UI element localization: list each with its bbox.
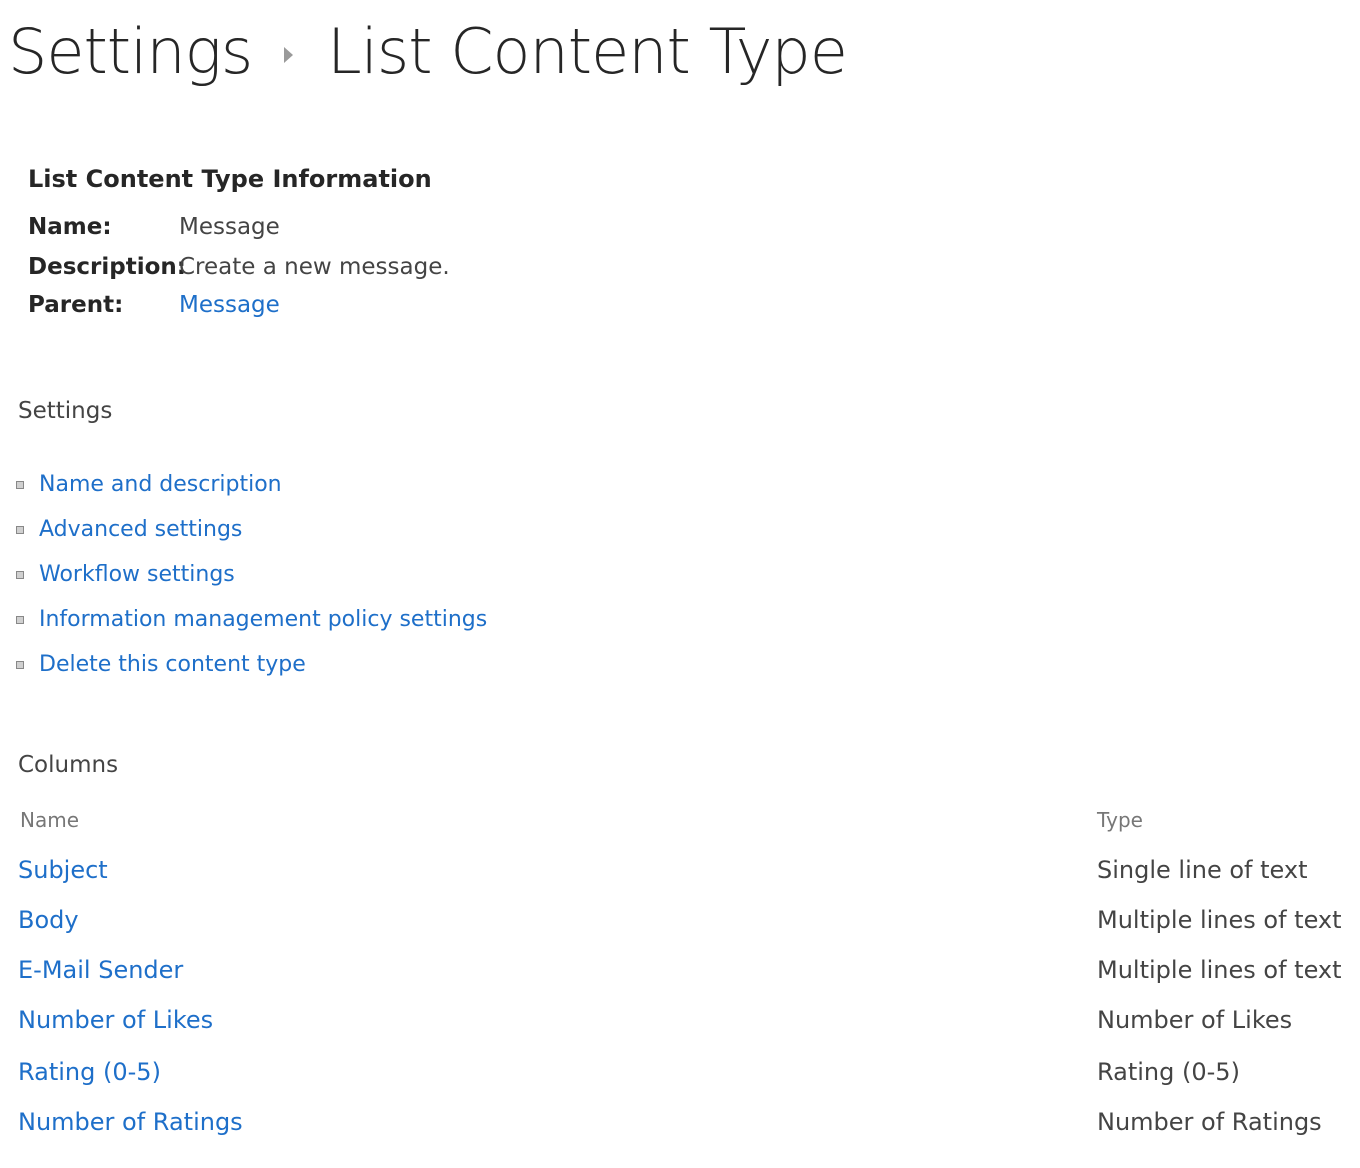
information-management-policy-link[interactable]: Information management policy settings [39,607,488,632]
name-label: Name: [28,214,112,240]
settings-item-policy [16,597,487,642]
settings-item-advanced [16,507,487,552]
column-link[interactable]: E-Mail Sender [18,956,184,984]
table-row [0,1058,1360,1108]
column-link[interactable]: Rating (0-5) [18,1058,161,1086]
column-type: Rating (0-5) [1097,1058,1240,1086]
table-row [0,1006,1360,1056]
settings-links [16,462,487,687]
table-row [0,856,1360,906]
column-type: Single line of text [1097,856,1308,884]
workflow-settings-link[interactable]: Workflow settings [39,562,235,587]
column-link[interactable]: Subject [18,856,108,884]
parent-label: Parent: [28,292,124,318]
bullet-icon [16,661,24,669]
bullet-icon [16,481,24,489]
breadcrumb-current: List Content Type [327,14,847,88]
column-type: Multiple lines of text [1097,956,1342,984]
parent-link[interactable]: Message [179,292,280,318]
column-type: Number of Ratings [1097,1108,1322,1136]
advanced-settings-link[interactable]: Advanced settings [39,517,243,542]
column-header-type: Type [1097,808,1143,832]
table-row [0,956,1360,1006]
bullet-icon [16,526,24,534]
info-heading: List Content Type Information [28,165,432,193]
table-row [0,906,1360,956]
column-type: Multiple lines of text [1097,906,1342,934]
column-link[interactable]: Number of Likes [18,1006,214,1034]
description-value: Create a new message. [179,254,450,280]
description-label: Description: [28,254,186,280]
columns-heading: Columns [18,752,119,778]
column-type: Number of Likes [1097,1006,1293,1034]
bullet-icon [16,616,24,624]
settings-heading: Settings [18,398,113,424]
breadcrumb-settings-link[interactable]: Settings [8,14,253,88]
breadcrumb-arrow-icon [284,47,293,63]
table-row [0,1108,1360,1158]
column-header-name: Name [20,808,80,832]
name-and-description-link[interactable]: Name and description [39,472,282,497]
name-value: Message [179,214,280,240]
settings-item-workflow [16,552,487,597]
settings-item-name-description [16,462,487,507]
delete-content-type-link[interactable]: Delete this content type [39,652,306,677]
bullet-icon [16,571,24,579]
column-link[interactable]: Body [18,906,79,934]
column-link[interactable]: Number of Ratings [18,1108,243,1136]
settings-item-delete [16,642,487,687]
page-title [8,6,847,96]
